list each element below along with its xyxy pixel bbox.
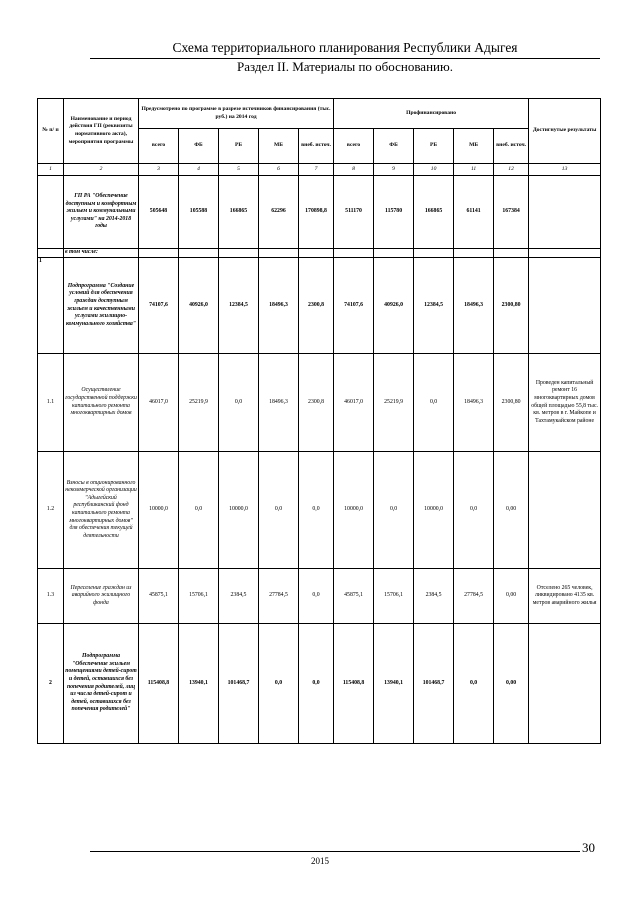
value-cell: 40926,0 xyxy=(179,258,219,354)
table-row-in-total xyxy=(38,249,601,258)
value-cell: 511170 xyxy=(334,176,374,249)
column-number: 12 xyxy=(494,164,529,176)
row-number-cell xyxy=(38,176,64,249)
row-number: 1.1 xyxy=(38,354,64,452)
value-cell: 0,00 xyxy=(494,569,529,624)
column-number: 8 xyxy=(334,164,374,176)
value-cell: 105588 xyxy=(179,176,219,249)
value-cell: 13940,1 xyxy=(179,624,219,744)
header-planned: Предусмотрено по программе в разрезе источников финансирования (тыс. руб.) на 2014 год xyxy=(139,99,334,129)
column-number: 2 xyxy=(64,164,139,176)
column-number: 4 xyxy=(179,164,219,176)
column-number: 7 xyxy=(299,164,334,176)
header-no: № п/ п xyxy=(38,99,64,164)
value-cell: 15706,1 xyxy=(179,569,219,624)
value-cell: 2384,5 xyxy=(414,569,454,624)
section-subtitle: Раздел II. Материалы по обоснованию. xyxy=(237,59,453,74)
row-number: 2 xyxy=(38,624,64,744)
footer-rule xyxy=(90,851,580,852)
row-number: 1.3 xyxy=(38,569,64,624)
column-number: 3 xyxy=(139,164,179,176)
value-cell: 45875,1 xyxy=(334,569,374,624)
subheader-cell: МБ xyxy=(259,129,299,164)
value-cell: 10000,0 xyxy=(334,452,374,569)
row-name: Переселение граждан из аварийного жилищного фонда xyxy=(64,569,139,624)
value-cell: 0,0 xyxy=(374,452,414,569)
value-cell: 0,00 xyxy=(494,624,529,744)
result-cell xyxy=(529,624,601,744)
value-cell: 167384 xyxy=(494,176,529,249)
row-name: Осуществление государственной поддержки капитального ремонта многоквартирных домов xyxy=(64,354,139,452)
value-cell: 62296 xyxy=(259,176,299,249)
row-name: Подпрограмма "Обеспечение жильем помещениями детей-сирот и детей, оставшихся без попечения родителей, лиц из числа детей-сирот и детей, оставшихся без попечения родителей" xyxy=(64,624,139,744)
value-cell: 101468,7 xyxy=(414,624,454,744)
page-number: 30 xyxy=(582,840,595,855)
subheader-cell: всего xyxy=(139,129,179,164)
value-cell: 74107,6 xyxy=(334,258,374,354)
column-number: 1 xyxy=(38,164,64,176)
value-cell: 10000,0 xyxy=(219,452,259,569)
subheader-cell: внеб. источ. xyxy=(299,129,334,164)
value-cell: 25219,9 xyxy=(179,354,219,452)
row-number: 1.2 xyxy=(38,452,64,569)
value-cell: 505648 xyxy=(139,176,179,249)
table-row xyxy=(38,624,601,744)
value-cell: 0,0 xyxy=(299,452,334,569)
value-cell: 45875,1 xyxy=(139,569,179,624)
table-row xyxy=(38,452,601,569)
financing-table xyxy=(37,98,601,744)
value-cell: 18496,3 xyxy=(454,258,494,354)
value-cell: 10000,0 xyxy=(139,452,179,569)
column-number: 6 xyxy=(259,164,299,176)
result-cell xyxy=(529,452,601,569)
column-number: 10 xyxy=(414,164,454,176)
value-cell: 166865 xyxy=(414,176,454,249)
row-number-cell xyxy=(38,249,64,258)
value-cell: 13940,1 xyxy=(374,624,414,744)
subheader-cell: ФБ xyxy=(179,129,219,164)
value-cell: 2384,5 xyxy=(219,569,259,624)
in-total-label: в том числе: xyxy=(64,249,139,258)
value-cell: 46017,0 xyxy=(139,354,179,452)
column-number: 5 xyxy=(219,164,259,176)
column-number: 9 xyxy=(374,164,414,176)
document-title: Схема территориального планирования Республики Адыгея xyxy=(172,40,518,55)
value-cell: 0,0 xyxy=(454,452,494,569)
value-cell: 74107,6 xyxy=(139,258,179,354)
table-row xyxy=(38,258,601,354)
header-name: Наименование и период действия ГП (реквизиты нормативного акта), мероприятия программы xyxy=(64,99,139,164)
subheader-cell: РБ xyxy=(414,129,454,164)
value-cell: 0,0 xyxy=(219,354,259,452)
value-cell: 115408,8 xyxy=(139,624,179,744)
result-cell: Отселено 265 человек, ликвидировано 4135 кв. метров аварийного жилья xyxy=(529,569,601,624)
value-cell: 46017,0 xyxy=(334,354,374,452)
header-financed: Профинансировано xyxy=(334,99,529,129)
value-cell: 2300,80 xyxy=(494,258,529,354)
value-cell: 61141 xyxy=(454,176,494,249)
row-name: Подпрограмма "Создание условий для обеспечения граждан доступным жильем и качественными услугами жилищно-коммунального хозяйства" xyxy=(64,258,139,354)
value-cell: 0,0 xyxy=(454,624,494,744)
subheader-cell: РБ xyxy=(219,129,259,164)
subheader-cell: МБ xyxy=(454,129,494,164)
subheader-cell: внеб. источ. xyxy=(494,129,529,164)
value-cell: 101468,7 xyxy=(219,624,259,744)
column-number-row xyxy=(38,164,601,176)
header-results: Достигнутые результаты xyxy=(529,99,601,164)
value-cell: 25219,9 xyxy=(374,354,414,452)
value-cell: 0,0 xyxy=(299,569,334,624)
value-cell: 0,0 xyxy=(259,624,299,744)
value-cell: 18496,3 xyxy=(259,354,299,452)
value-cell: 2300,8 xyxy=(299,258,334,354)
value-cell: 27784,5 xyxy=(454,569,494,624)
value-cell: 0,0 xyxy=(259,452,299,569)
row-number: 1 xyxy=(38,258,64,354)
value-cell: 0,0 xyxy=(299,624,334,744)
value-cell: 2300,8 xyxy=(299,354,334,452)
program-name: ГП РА "Обеспечение доступным и комфортным жильем и коммунальными услугами" на 2014-2018 годы xyxy=(64,176,139,249)
value-cell: 12384,5 xyxy=(219,258,259,354)
value-cell: 10000,0 xyxy=(414,452,454,569)
value-cell: 12384,5 xyxy=(414,258,454,354)
result-cell xyxy=(529,176,601,249)
value-cell: 18496,3 xyxy=(259,258,299,354)
value-cell: 40926,0 xyxy=(374,258,414,354)
table-row xyxy=(38,569,601,624)
footer-year: 2015 xyxy=(311,856,329,866)
column-number: 11 xyxy=(454,164,494,176)
table-row xyxy=(38,354,601,452)
value-cell: 0,00 xyxy=(494,452,529,569)
value-cell: 27784,5 xyxy=(259,569,299,624)
value-cell: 0,0 xyxy=(414,354,454,452)
row-name: Взносы в опционированного некоммерческой организации "Адыгейский республиканский фонд капитального ремонта многоквартирных домов" для обеспечения текущей деятельности xyxy=(64,452,139,569)
subheader-cell: ФБ xyxy=(374,129,414,164)
result-cell xyxy=(529,258,601,354)
subheader-cell: всего xyxy=(334,129,374,164)
value-cell: 2300,80 xyxy=(494,354,529,452)
value-cell: 115408,8 xyxy=(334,624,374,744)
table-row-program xyxy=(38,176,601,249)
value-cell: 15706,1 xyxy=(374,569,414,624)
value-cell: 18496,3 xyxy=(454,354,494,452)
value-cell: 166865 xyxy=(219,176,259,249)
value-cell: 115780 xyxy=(374,176,414,249)
column-number: 13 xyxy=(529,164,601,176)
value-cell: 0,0 xyxy=(179,452,219,569)
result-cell: Проведен капитальный ремонт 16 многоквартирных домов общей площадью 55,8 тыс. кв. метров в г. Майкопе и Тахтамукайском районе xyxy=(529,354,601,452)
value-cell: 170898,8 xyxy=(299,176,334,249)
